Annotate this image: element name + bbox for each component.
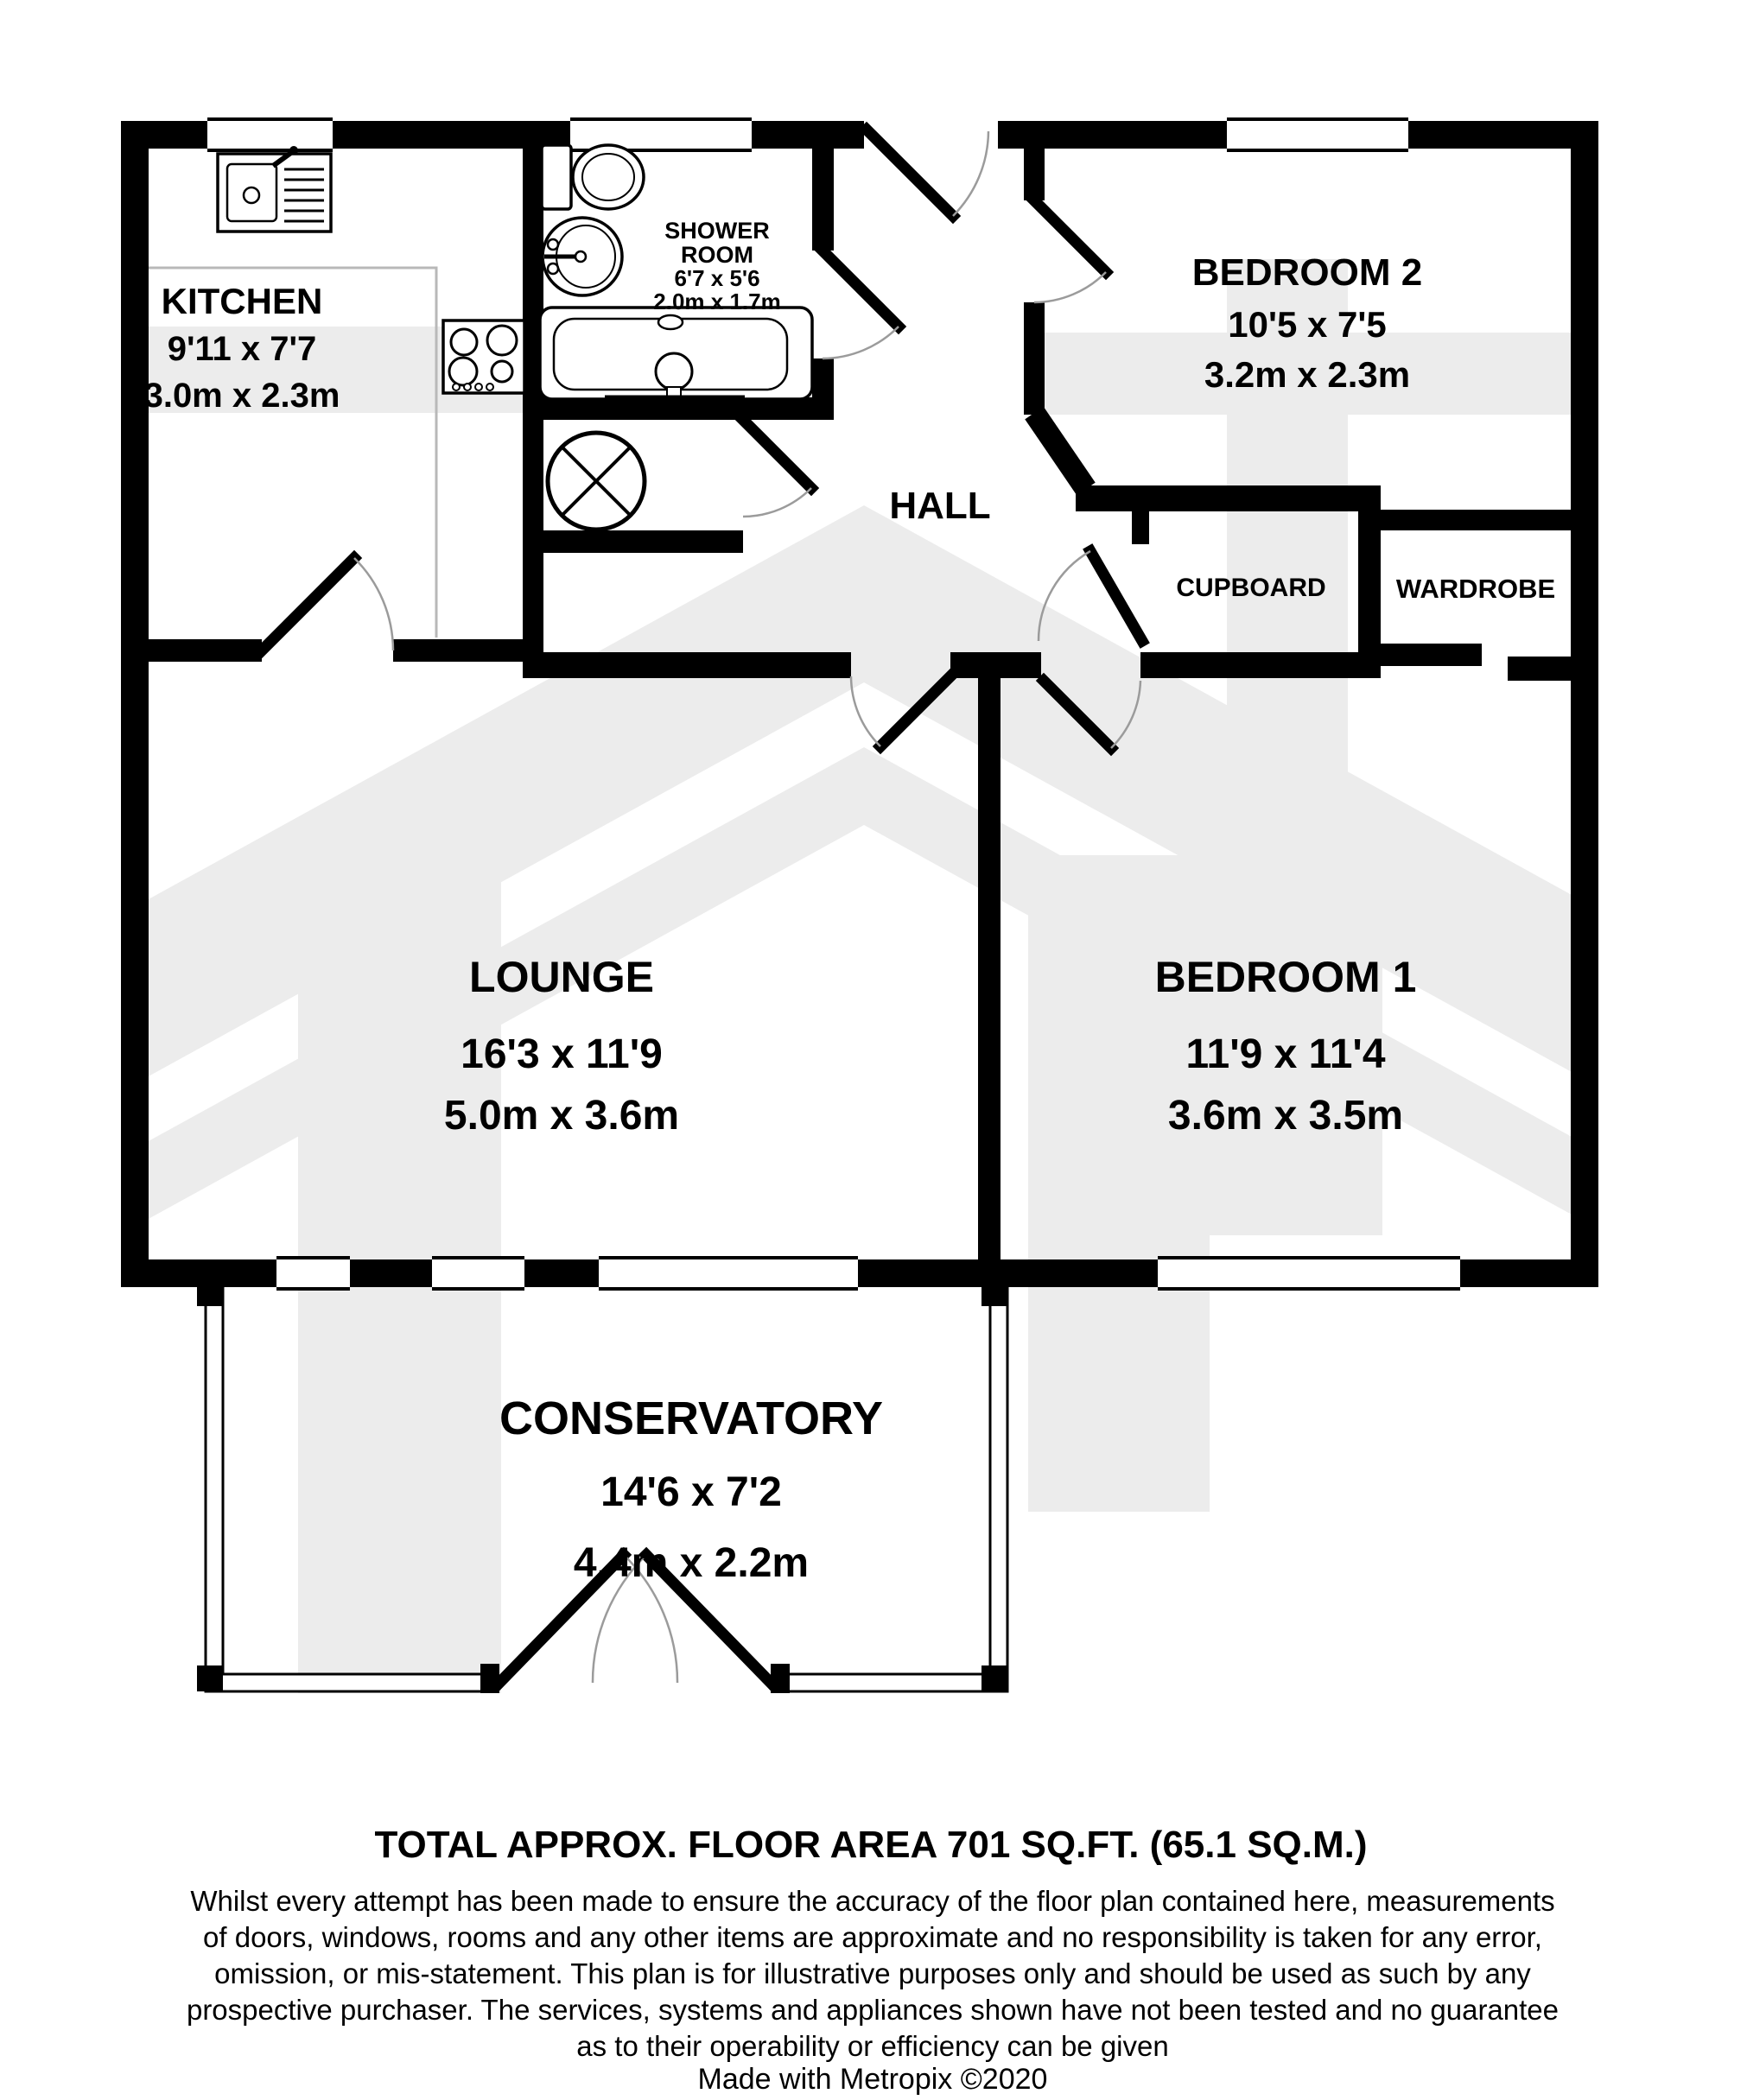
lounge-dims-metric: 5.0m x 3.6m: [443, 1093, 680, 1139]
bedroom1-dims-imperial: 11'9 x 11'4: [1185, 1031, 1386, 1077]
kitchen-sink-icon: [218, 146, 331, 232]
lounge-dims-imperial: 16'3 x 11'9: [461, 1031, 663, 1077]
shower-room-door: [823, 251, 899, 358]
bedroom2-door: [1034, 200, 1106, 302]
hall-label: HALL: [889, 485, 991, 527]
bedroom1-dims-metric: 3.6m x 3.5m: [1167, 1093, 1404, 1139]
bedroom2-dims-metric: 3.2m x 2.3m: [1204, 354, 1411, 395]
shower-room-label-1: SHOWER: [664, 218, 770, 244]
footer: [187, 1824, 1559, 2096]
kitchen-label: KITCHEN: [161, 281, 323, 321]
kitchen-window: [207, 117, 333, 152]
hob-icon: [443, 320, 524, 393]
lounge-conservatory-opening: [599, 1256, 858, 1291]
disclaimer-line-4: prospective purchaser. The services, systems and appliances shown have not been tested and no guarantee: [186, 1994, 1560, 2026]
lounge-window-mid: [432, 1256, 524, 1291]
disclaimer-line-2: of doors, windows, rooms and any other items are approximate and no responsibility is taken for any error,: [203, 1921, 1542, 1953]
bath-icon: [540, 308, 812, 399]
bedroom2-dims-imperial: 10'5 x 7'5: [1228, 304, 1387, 345]
bedroom2-label: BEDROOM 2: [1191, 251, 1423, 294]
airing-cupboard-door: [743, 420, 811, 517]
disclaimer-line-5: as to their operability or efficiency can be given: [576, 2030, 1169, 2062]
conservatory-dims-imperial: 14'6 x 7'2: [600, 1469, 782, 1515]
toilet-icon: [542, 145, 644, 209]
shower-room-dims-imperial: 6'7 x 5'6: [674, 265, 760, 291]
conservatory-dims-metric: 4.4m x 2.2m: [573, 1540, 810, 1586]
shower-room-label-2: ROOM: [681, 242, 753, 268]
shower-room-dims-metric: 2.0m x 1.7m: [653, 289, 781, 314]
disclaimer-line-1: Whilst every attempt has been made to ensure the accuracy of the floor plan contained here, measurements: [190, 1885, 1555, 1917]
kitchen-counter: [149, 268, 436, 638]
kitchen-door: [262, 558, 393, 650]
bedroom2-window: [1227, 117, 1408, 152]
wardrobe-label: WARDROBE: [1395, 574, 1556, 604]
cupboard-label: CUPBOARD: [1176, 574, 1326, 602]
kitchen-dims-metric: 3.0m x 2.3m: [143, 377, 340, 415]
bedroom1-label: BEDROOM 1: [1154, 953, 1417, 1001]
disclaimer-line-3: omission, or mis-statement. This plan is for illustrative purposes only and should be used as such by any: [214, 1957, 1531, 1989]
total-floor-area: TOTAL APPROX. FLOOR AREA 701 SQ.FT. (65.1 SQ.M.): [374, 1824, 1368, 1866]
bedroom1-window: [1158, 1256, 1460, 1291]
fan-heater-icon: [548, 433, 645, 530]
basin-icon: [543, 218, 622, 295]
metropix-credit: Made with Metropix ©2020: [697, 2063, 1048, 2096]
kitchen-dims-imperial: 9'11 x 7'7: [167, 330, 317, 368]
lounge-label: LOUNGE: [469, 953, 654, 1001]
lounge-window-left: [276, 1256, 350, 1291]
conservatory-label: CONSERVATORY: [499, 1393, 884, 1444]
